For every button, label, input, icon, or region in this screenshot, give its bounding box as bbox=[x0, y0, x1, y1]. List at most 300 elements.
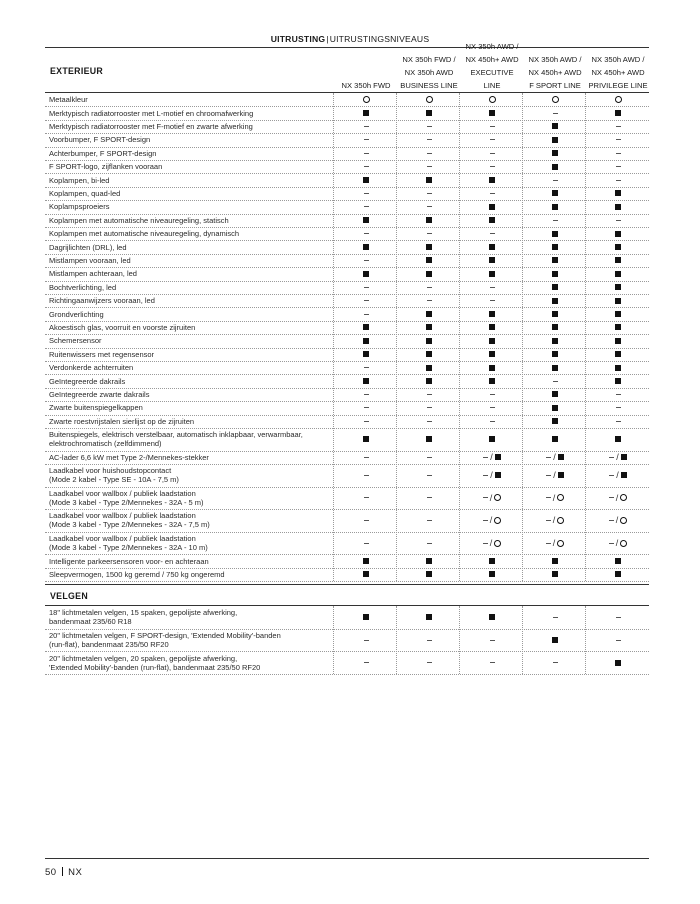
availability-cell bbox=[398, 451, 460, 464]
row-label-text bbox=[49, 216, 229, 225]
optional-circle-icon bbox=[557, 540, 564, 547]
slash-separator: / bbox=[615, 492, 619, 503]
availability-cell bbox=[587, 214, 649, 227]
row-label-line: Zwarte buitenspiegelkappen bbox=[49, 403, 143, 413]
not-available-dash-icon bbox=[609, 457, 614, 458]
row-label-text bbox=[49, 176, 109, 185]
row-label-line: Achterbumper, F SPORT-design bbox=[49, 148, 157, 158]
row-label bbox=[49, 401, 339, 414]
availability-cell bbox=[335, 93, 397, 106]
not-available-dash-icon bbox=[609, 497, 614, 498]
standard-square-icon bbox=[363, 351, 369, 357]
not-available-dash-icon bbox=[364, 314, 369, 315]
column-header-line: F SPORT LINE bbox=[529, 81, 581, 90]
availability-cell bbox=[524, 294, 586, 307]
availability-cell bbox=[398, 361, 460, 374]
row-label-line: Zwarte roestvrijstalen sierlijst op de zijruiten bbox=[49, 416, 195, 426]
standard-square-icon bbox=[363, 244, 369, 250]
not-available-dash-icon bbox=[364, 287, 369, 288]
availability-cell bbox=[398, 464, 460, 487]
footer-rule bbox=[45, 858, 649, 859]
availability-cell bbox=[524, 147, 586, 160]
column-header-line: NX 350h FWD bbox=[341, 81, 391, 90]
not-available-dash-icon bbox=[483, 497, 488, 498]
availability-cell bbox=[524, 401, 586, 414]
standard-square-icon bbox=[363, 177, 369, 183]
standard-square-icon bbox=[426, 571, 432, 577]
row-label-text bbox=[49, 363, 133, 372]
availability-cell bbox=[524, 388, 586, 401]
availability-cell bbox=[398, 651, 460, 674]
standard-square-icon bbox=[426, 244, 432, 250]
not-available-dash-icon bbox=[427, 287, 432, 288]
table-row bbox=[45, 388, 649, 402]
standard-square-icon bbox=[489, 311, 495, 317]
standard-square-icon bbox=[552, 244, 558, 250]
standard-square-icon bbox=[615, 284, 621, 290]
availability-cell bbox=[461, 254, 523, 267]
not-available-dash-icon bbox=[427, 193, 432, 194]
standard-square-icon bbox=[552, 637, 558, 643]
availability-cell bbox=[398, 281, 460, 294]
availability-cell bbox=[398, 509, 460, 532]
availability-cell bbox=[587, 120, 649, 133]
column-separator bbox=[585, 606, 586, 674]
table-row bbox=[45, 415, 649, 429]
header-subsection: UITRUSTINGSNIVEAUS bbox=[329, 34, 430, 44]
standard-square-icon bbox=[615, 571, 621, 577]
table-row bbox=[45, 554, 649, 568]
standard-square-icon bbox=[489, 177, 495, 183]
row-label-line: Richtingaanwijzers vooraan, led bbox=[49, 296, 155, 306]
row-label-text bbox=[49, 310, 104, 319]
availability-cell bbox=[461, 214, 523, 227]
row-label-text bbox=[49, 377, 125, 386]
standard-square-icon bbox=[552, 365, 558, 371]
column-header-line: BUSINESS LINE bbox=[400, 81, 458, 90]
slash-separator: / bbox=[615, 538, 619, 549]
availability-cell bbox=[335, 361, 397, 374]
table-row bbox=[45, 93, 649, 107]
combined-availability bbox=[546, 538, 565, 548]
availability-cell bbox=[524, 348, 586, 361]
row-label bbox=[49, 147, 339, 160]
column-header-1 bbox=[335, 52, 397, 92]
row-label-text bbox=[49, 323, 195, 332]
not-available-dash-icon bbox=[553, 220, 558, 221]
slash-separator: / bbox=[552, 515, 556, 526]
row-label-text bbox=[49, 430, 303, 448]
availability-cell bbox=[335, 307, 397, 320]
row-label-text bbox=[49, 403, 143, 412]
not-available-dash-icon bbox=[616, 640, 621, 641]
table-row bbox=[45, 334, 649, 348]
availability-cell bbox=[398, 160, 460, 173]
not-available-dash-icon bbox=[553, 113, 558, 114]
column-header-4 bbox=[524, 52, 586, 92]
not-available-dash-icon bbox=[616, 180, 621, 181]
availability-cell bbox=[335, 173, 397, 186]
availability-cell bbox=[335, 428, 397, 451]
optional-circle-icon bbox=[494, 517, 501, 524]
not-available-dash-icon bbox=[364, 520, 369, 521]
row-label-line: Geïntegreerde dakrails bbox=[49, 376, 126, 386]
availability-cell bbox=[587, 374, 649, 387]
row-label-text bbox=[49, 350, 154, 359]
table-row bbox=[45, 307, 649, 321]
availability-cell bbox=[335, 214, 397, 227]
standard-square-icon bbox=[552, 311, 558, 317]
table-row bbox=[45, 651, 649, 675]
availability-cell bbox=[398, 200, 460, 213]
availability-cell bbox=[461, 388, 523, 401]
row-label-text bbox=[49, 243, 127, 252]
availability-cell bbox=[524, 281, 586, 294]
not-available-dash-icon bbox=[427, 543, 432, 544]
table-row bbox=[45, 532, 649, 556]
combined-availability bbox=[609, 538, 628, 548]
availability-cell bbox=[461, 106, 523, 119]
not-available-dash-icon bbox=[546, 520, 551, 521]
row-label-line: Grondverlichting bbox=[49, 309, 104, 319]
not-available-dash-icon bbox=[427, 475, 432, 476]
row-label-text bbox=[49, 122, 253, 131]
optional-circle-icon bbox=[426, 96, 433, 103]
standard-square-icon bbox=[426, 614, 432, 620]
standard-square-icon bbox=[552, 298, 558, 304]
row-label bbox=[49, 334, 339, 347]
combined-availability bbox=[609, 470, 627, 480]
standard-square-icon bbox=[489, 338, 495, 344]
not-available-dash-icon bbox=[364, 126, 369, 127]
availability-cell bbox=[335, 629, 397, 652]
availability-cell bbox=[335, 606, 397, 629]
standard-square-icon bbox=[552, 257, 558, 263]
availability-cell bbox=[461, 568, 523, 581]
availability-cell bbox=[335, 200, 397, 213]
not-available-dash-icon bbox=[616, 407, 621, 408]
row-label-line: Koplampen, bi-led bbox=[49, 175, 110, 185]
row-label-text bbox=[49, 608, 237, 626]
standard-square-icon bbox=[615, 436, 621, 442]
not-available-dash-icon bbox=[427, 139, 432, 140]
not-available-dash-icon bbox=[364, 233, 369, 234]
table-row bbox=[45, 361, 649, 375]
availability-cell bbox=[461, 321, 523, 334]
standard-square-icon bbox=[552, 123, 558, 129]
availability-cell bbox=[587, 334, 649, 347]
availability-cell bbox=[587, 93, 649, 106]
combined-availability bbox=[546, 470, 564, 480]
availability-cell bbox=[524, 240, 586, 253]
availability-cell bbox=[524, 173, 586, 186]
availability-cell bbox=[587, 651, 649, 674]
availability-cell bbox=[335, 509, 397, 532]
availability-cell bbox=[524, 254, 586, 267]
standard-square-icon bbox=[615, 271, 621, 277]
row-label-text bbox=[49, 269, 137, 278]
row-label bbox=[49, 361, 339, 374]
availability-cell bbox=[461, 428, 523, 451]
combined-availability bbox=[483, 470, 501, 480]
combined-availability bbox=[609, 452, 627, 462]
not-available-dash-icon bbox=[483, 457, 488, 458]
availability-cell bbox=[587, 254, 649, 267]
not-available-dash-icon bbox=[616, 126, 621, 127]
availability-cell bbox=[398, 334, 460, 347]
availability-cell bbox=[587, 281, 649, 294]
availability-cell bbox=[461, 451, 523, 464]
not-available-dash-icon bbox=[490, 193, 495, 194]
not-available-dash-icon bbox=[364, 497, 369, 498]
availability-cell bbox=[335, 281, 397, 294]
availability-cell bbox=[587, 568, 649, 581]
row-label-line: 20" lichtmetalen velgen, F SPORT-design, 'Extended Mobility'-banden bbox=[49, 631, 281, 641]
availability-cell bbox=[524, 415, 586, 428]
standard-square-icon bbox=[363, 614, 369, 620]
availability-cell bbox=[524, 267, 586, 280]
standard-square-icon bbox=[426, 217, 432, 223]
not-available-dash-icon bbox=[490, 126, 495, 127]
standard-square-icon bbox=[489, 378, 495, 384]
availability-cell bbox=[524, 651, 586, 674]
row-label-text bbox=[49, 654, 260, 672]
standard-square-icon bbox=[489, 110, 495, 116]
row-label bbox=[49, 133, 339, 146]
row-label-text bbox=[49, 109, 253, 118]
optional-circle-icon bbox=[620, 517, 627, 524]
standard-square-icon bbox=[426, 351, 432, 357]
availability-cell bbox=[587, 428, 649, 451]
not-available-dash-icon bbox=[427, 166, 432, 167]
standard-square-icon bbox=[615, 298, 621, 304]
row-label-line: Laadkabel voor wallbox / publiek laadstation bbox=[49, 488, 196, 498]
standard-square-icon bbox=[426, 311, 432, 317]
not-available-dash-icon bbox=[546, 543, 551, 544]
standard-square-icon bbox=[426, 324, 432, 330]
availability-cell bbox=[335, 651, 397, 674]
availability-cell bbox=[587, 415, 649, 428]
availability-cell bbox=[461, 374, 523, 387]
row-label-line: Schemersensor bbox=[49, 336, 102, 346]
row-label bbox=[49, 307, 339, 320]
availability-cell bbox=[461, 334, 523, 347]
row-label-line: Ruitenwissers met regensensor bbox=[49, 349, 155, 359]
combined-availability bbox=[609, 493, 628, 503]
availability-cell bbox=[587, 200, 649, 213]
availability-cell bbox=[524, 361, 586, 374]
availability-cell bbox=[461, 509, 523, 532]
column-separator bbox=[459, 606, 460, 674]
availability-cell bbox=[587, 451, 649, 464]
table-row bbox=[45, 267, 649, 281]
combined-availability bbox=[546, 515, 565, 525]
availability-cell bbox=[398, 133, 460, 146]
row-label-line: Voorbumper, F SPORT-design bbox=[49, 135, 151, 145]
availability-cell bbox=[398, 388, 460, 401]
row-label-line: 'Extended Mobility'-banden (run-flat), bandenmaat 235/50 RF20 bbox=[49, 662, 261, 672]
row-label bbox=[49, 120, 339, 133]
availability-cell bbox=[335, 106, 397, 119]
availability-cell bbox=[398, 254, 460, 267]
availability-cell bbox=[587, 106, 649, 119]
availability-cell bbox=[398, 120, 460, 133]
optional-circle-icon bbox=[620, 540, 627, 547]
not-available-dash-icon bbox=[609, 543, 614, 544]
standard-square-icon bbox=[552, 338, 558, 344]
standard-square-icon bbox=[489, 271, 495, 277]
availability-cell bbox=[587, 173, 649, 186]
row-label-line: Koplampen, quad-led bbox=[49, 188, 121, 198]
row-label-line: 18" lichtmetalen velgen, 15 spaken, gepolijste afwerking, bbox=[49, 608, 238, 618]
row-label-line: Koplampen met automatische niveauregeling, statisch bbox=[49, 215, 229, 225]
page-header bbox=[0, 34, 700, 44]
row-label-line: Koplampsproeiers bbox=[49, 202, 110, 212]
column-header-line: PRIVILEGE LINE bbox=[588, 81, 648, 90]
row-label-text bbox=[49, 466, 179, 484]
row-label-text bbox=[49, 95, 88, 104]
standard-square-icon bbox=[495, 472, 501, 478]
availability-cell bbox=[461, 415, 523, 428]
row-label-text bbox=[49, 162, 162, 171]
availability-cell bbox=[524, 374, 586, 387]
standard-square-icon bbox=[615, 660, 621, 666]
page-number: 50 bbox=[45, 867, 57, 878]
standard-square-icon bbox=[552, 418, 558, 424]
availability-cell bbox=[461, 133, 523, 146]
slash-separator: / bbox=[552, 538, 556, 549]
table-row bbox=[45, 321, 649, 335]
table-row bbox=[45, 187, 649, 201]
availability-cell bbox=[398, 415, 460, 428]
availability-cell bbox=[461, 227, 523, 240]
optional-circle-icon bbox=[557, 517, 564, 524]
availability-cell bbox=[461, 348, 523, 361]
not-available-dash-icon bbox=[553, 617, 558, 618]
standard-square-icon bbox=[426, 558, 432, 564]
availability-cell bbox=[335, 532, 397, 555]
standard-square-icon bbox=[615, 351, 621, 357]
availability-cell bbox=[461, 307, 523, 320]
availability-cell bbox=[398, 187, 460, 200]
column-separator bbox=[396, 606, 397, 674]
column-separator bbox=[333, 93, 334, 581]
availability-cell bbox=[587, 267, 649, 280]
availability-cell bbox=[587, 554, 649, 567]
row-label bbox=[49, 509, 339, 532]
table-row bbox=[45, 428, 649, 452]
standard-square-icon bbox=[615, 558, 621, 564]
row-label bbox=[49, 554, 339, 567]
not-available-dash-icon bbox=[490, 407, 495, 408]
combined-availability bbox=[483, 493, 502, 503]
row-label-line: Akoestisch glas, voorruit en voorste zijruiten bbox=[49, 322, 196, 332]
not-available-dash-icon bbox=[483, 520, 488, 521]
combined-availability bbox=[546, 493, 565, 503]
availability-cell bbox=[524, 509, 586, 532]
availability-cell bbox=[587, 294, 649, 307]
row-label bbox=[49, 348, 339, 361]
not-available-dash-icon bbox=[364, 640, 369, 641]
table-row bbox=[45, 147, 649, 161]
row-label-text bbox=[49, 202, 109, 211]
row-label bbox=[49, 267, 339, 280]
not-available-dash-icon bbox=[490, 662, 495, 663]
availability-cell bbox=[524, 120, 586, 133]
availability-cell bbox=[461, 93, 523, 106]
availability-cell bbox=[335, 554, 397, 567]
row-label-line: F SPORT-logo, zijflanken vooraan bbox=[49, 162, 163, 172]
availability-cell bbox=[587, 509, 649, 532]
availability-cell bbox=[524, 93, 586, 106]
row-label bbox=[49, 227, 339, 240]
row-label-text bbox=[49, 534, 208, 552]
slash-separator: / bbox=[489, 515, 493, 526]
table-row bbox=[45, 106, 649, 120]
row-label-text bbox=[49, 557, 209, 566]
standard-square-icon bbox=[489, 436, 495, 442]
standard-square-icon bbox=[426, 378, 432, 384]
table-row bbox=[45, 294, 649, 308]
column-header-line: NX 350h FWD / bbox=[402, 55, 456, 64]
availability-cell bbox=[587, 187, 649, 200]
availability-cell bbox=[587, 348, 649, 361]
not-available-dash-icon bbox=[483, 475, 488, 476]
not-available-dash-icon bbox=[490, 421, 495, 422]
table-row bbox=[45, 173, 649, 187]
slash-separator: / bbox=[615, 515, 619, 526]
not-available-dash-icon bbox=[553, 662, 558, 663]
table-row bbox=[45, 464, 649, 488]
not-available-dash-icon bbox=[616, 421, 621, 422]
availability-cell bbox=[398, 267, 460, 280]
availability-cell bbox=[398, 321, 460, 334]
availability-cell bbox=[524, 428, 586, 451]
standard-square-icon bbox=[552, 204, 558, 210]
header-rule bbox=[45, 47, 649, 48]
standard-square-icon bbox=[615, 190, 621, 196]
standard-square-icon bbox=[363, 217, 369, 223]
availability-cell bbox=[524, 568, 586, 581]
not-available-dash-icon bbox=[427, 457, 432, 458]
availability-cell bbox=[335, 160, 397, 173]
table-row bbox=[45, 240, 649, 254]
page-footer bbox=[45, 867, 82, 878]
standard-square-icon bbox=[426, 177, 432, 183]
table-row bbox=[45, 160, 649, 174]
availability-cell bbox=[524, 227, 586, 240]
row-label-line: Laadkabel voor huishoudstopcontact bbox=[49, 466, 172, 476]
availability-cell bbox=[524, 214, 586, 227]
availability-cell bbox=[398, 147, 460, 160]
not-available-dash-icon bbox=[490, 233, 495, 234]
not-available-dash-icon bbox=[364, 457, 369, 458]
standard-square-icon bbox=[552, 284, 558, 290]
not-available-dash-icon bbox=[490, 153, 495, 154]
availability-cell bbox=[524, 606, 586, 629]
row-label-line: elektrochromatisch (zelfdimmend) bbox=[49, 439, 162, 449]
standard-square-icon bbox=[552, 324, 558, 330]
row-label-text bbox=[49, 189, 120, 198]
not-available-dash-icon bbox=[427, 640, 432, 641]
combined-availability bbox=[483, 538, 502, 548]
row-label bbox=[49, 464, 339, 487]
row-label-text bbox=[49, 511, 210, 529]
not-available-dash-icon bbox=[364, 139, 369, 140]
standard-square-icon bbox=[363, 558, 369, 564]
not-available-dash-icon bbox=[427, 662, 432, 663]
availability-cell bbox=[335, 254, 397, 267]
